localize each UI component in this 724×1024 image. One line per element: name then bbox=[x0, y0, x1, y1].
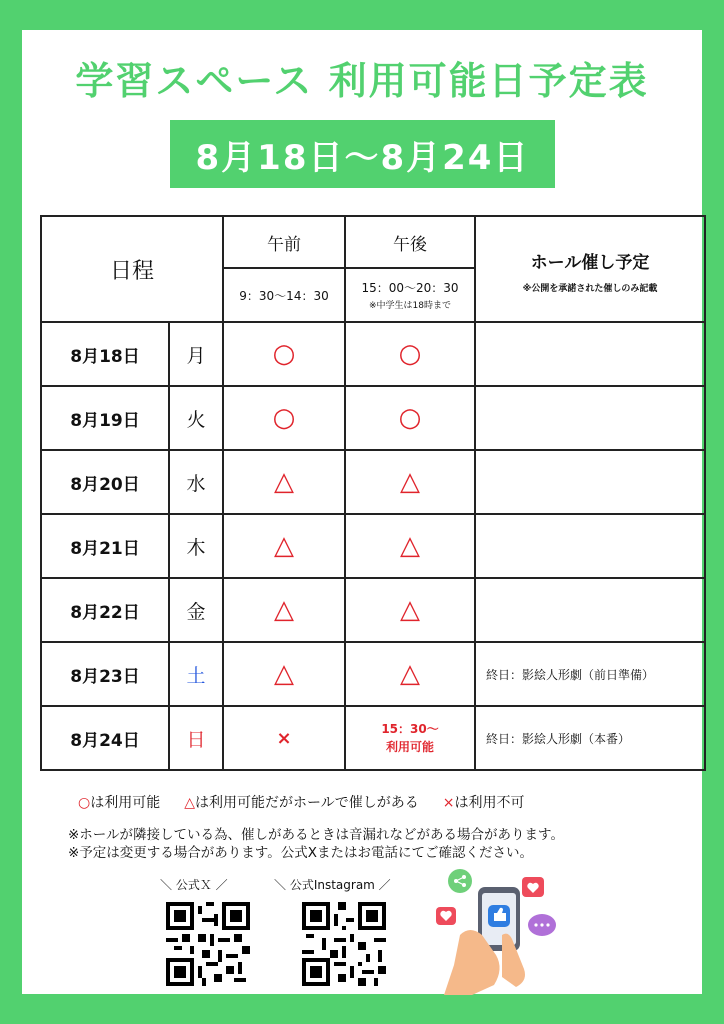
date-range-banner: 8月18日〜8月24日 bbox=[170, 120, 555, 188]
table-row bbox=[41, 386, 705, 450]
row-weekday: 火 bbox=[169, 386, 223, 450]
row-hall-event bbox=[475, 450, 705, 514]
table-row bbox=[41, 706, 705, 770]
row-pm-status: △ bbox=[345, 450, 475, 514]
row-am-status: ○ bbox=[223, 386, 345, 450]
row-date: 8月23日 bbox=[41, 642, 169, 706]
row-date: 8月20日 bbox=[41, 450, 169, 514]
afternoon-time-cell bbox=[345, 268, 475, 322]
table-row bbox=[41, 450, 705, 514]
row-pm-status: △ bbox=[345, 514, 475, 578]
table-row bbox=[41, 514, 705, 578]
heart-icon bbox=[436, 907, 456, 925]
cross-mark: × bbox=[442, 795, 455, 811]
header-hall-note: ※公開を承諾された催しのみ記載 bbox=[522, 284, 658, 294]
row-hall-event bbox=[475, 386, 705, 450]
schedule-table bbox=[40, 215, 706, 771]
row-hall-event: 終日：影絵人形劇（前日準備） bbox=[475, 642, 705, 706]
row-date: 8月22日 bbox=[41, 578, 169, 642]
row-pm-status bbox=[345, 706, 475, 770]
notes bbox=[68, 826, 708, 862]
row-weekday: 日 bbox=[169, 706, 223, 770]
like-icon bbox=[488, 905, 510, 927]
share-icon bbox=[448, 869, 472, 893]
afternoon-time: 15：00〜20：30 bbox=[361, 281, 459, 295]
row-hall-event bbox=[475, 514, 705, 578]
row-pm-status: △ bbox=[345, 578, 475, 642]
legend-event-text: は利用可能だがホールで催しがある bbox=[195, 795, 419, 811]
row-weekday: 月 bbox=[169, 322, 223, 386]
note-line: ※ホールが隣接している為、催しがあるときは音漏れなどがある場合があります。 bbox=[68, 827, 564, 843]
row-pm-status: ○ bbox=[345, 322, 475, 386]
page-title: 学習スペース 利用可能日予定表 bbox=[75, 59, 649, 103]
legend-available bbox=[78, 792, 160, 812]
header-hall bbox=[475, 216, 705, 322]
header-schedule: 日程 bbox=[41, 216, 223, 322]
qr-instagram-label: ＼ 公式Instagram ／ bbox=[274, 878, 391, 892]
row-weekday: 土 bbox=[169, 642, 223, 706]
pm-note-text: 利用可能 bbox=[386, 740, 435, 754]
legend-unavailable bbox=[443, 792, 525, 812]
row-hall-event: 終日：影絵人形劇（本番） bbox=[475, 706, 705, 770]
row-date: 8月24日 bbox=[41, 706, 169, 770]
qr-code-instagram[interactable] bbox=[302, 902, 386, 990]
row-am-status: × bbox=[223, 706, 345, 770]
pm-note-time: 15：30〜 bbox=[381, 722, 439, 736]
row-am-status: △ bbox=[223, 450, 345, 514]
qr-code-x[interactable] bbox=[166, 902, 250, 990]
row-hall-event bbox=[475, 322, 705, 386]
row-hall-event bbox=[475, 578, 705, 642]
heart-icon bbox=[522, 877, 544, 897]
note-line: ※予定は変更する場合があります。公式Xまたはお電話にてご確認ください。 bbox=[68, 845, 533, 861]
afternoon-note: ※中学生は18時まで bbox=[369, 301, 452, 311]
row-date: 8月21日 bbox=[41, 514, 169, 578]
row-date: 8月19日 bbox=[41, 386, 169, 450]
row-pm-status: △ bbox=[345, 642, 475, 706]
header-hall-label: ホール催し予定 bbox=[530, 253, 650, 273]
row-am-status: △ bbox=[223, 578, 345, 642]
table-row bbox=[41, 322, 705, 386]
legend-event bbox=[184, 792, 419, 812]
legend-available-text: は利用可能 bbox=[90, 795, 161, 811]
legend-unavailable-text: は利用不可 bbox=[454, 795, 525, 811]
chat-icon bbox=[528, 914, 556, 936]
qr-x-label: ＼ 公式Ｘ ／ bbox=[160, 878, 228, 892]
row-am-status: △ bbox=[223, 514, 345, 578]
row-weekday: 金 bbox=[169, 578, 223, 642]
smartphone-hand-illustration bbox=[430, 865, 570, 995]
morning-time: 9：30〜14：30 bbox=[223, 268, 345, 322]
row-weekday: 水 bbox=[169, 450, 223, 514]
row-date: 8月18日 bbox=[41, 322, 169, 386]
circle-mark: ○ bbox=[78, 795, 91, 811]
triangle-mark: △ bbox=[184, 795, 195, 811]
table-row bbox=[41, 642, 705, 706]
row-am-status: ○ bbox=[223, 322, 345, 386]
row-am-status: △ bbox=[223, 642, 345, 706]
header-morning: 午前 bbox=[223, 216, 345, 268]
header-afternoon: 午後 bbox=[345, 216, 475, 268]
row-weekday: 木 bbox=[169, 514, 223, 578]
row-pm-status: ○ bbox=[345, 386, 475, 450]
legend bbox=[78, 792, 678, 812]
table-row bbox=[41, 578, 705, 642]
